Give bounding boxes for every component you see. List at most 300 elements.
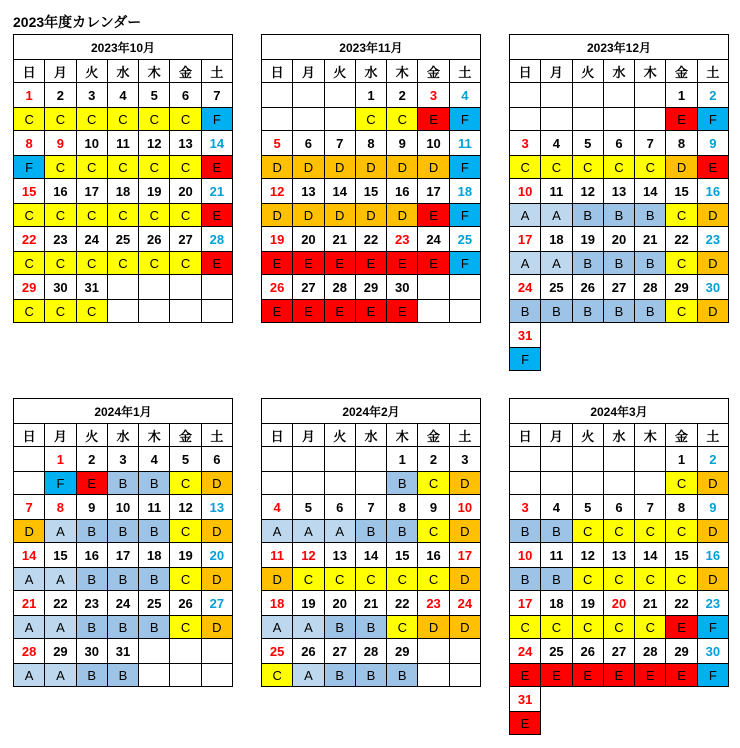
- day-number: 19: [262, 227, 293, 252]
- day-number: 28: [201, 227, 232, 252]
- shift-code: C: [107, 156, 138, 179]
- day-number: 25: [107, 227, 138, 252]
- day-number: 4: [139, 447, 170, 472]
- weekday-header: 日: [510, 60, 541, 83]
- day-row: [14, 543, 233, 568]
- code-row: [262, 204, 481, 227]
- day-number: [139, 275, 170, 300]
- shift-code: B: [603, 300, 634, 323]
- shift-code: [449, 300, 480, 323]
- shift-code: C: [139, 204, 170, 227]
- shift-code: C: [107, 252, 138, 275]
- shift-code: C: [45, 300, 76, 323]
- day-number: 25: [541, 275, 572, 300]
- day-number: 18: [262, 591, 293, 616]
- shift-code: C: [666, 300, 697, 323]
- month-title: 2024年2月: [262, 399, 481, 424]
- shift-code: C: [572, 156, 603, 179]
- weekday-header: 木: [635, 424, 666, 447]
- shift-code: [262, 472, 293, 495]
- shift-code: B: [541, 520, 572, 543]
- code-row: [14, 156, 233, 179]
- shift-code: D: [387, 204, 418, 227]
- day-number: 1: [666, 83, 697, 108]
- day-number: 22: [666, 227, 697, 252]
- day-number: 7: [324, 131, 355, 156]
- shift-code: E: [666, 616, 697, 639]
- month-title: 2024年1月: [14, 399, 233, 424]
- day-number: 16: [45, 179, 76, 204]
- shift-code: C: [635, 156, 666, 179]
- day-number: 21: [635, 591, 666, 616]
- code-row: [510, 156, 729, 179]
- day-number: 13: [324, 543, 355, 568]
- day-number: 7: [635, 495, 666, 520]
- shift-code: C: [139, 252, 170, 275]
- day-number: 23: [697, 591, 728, 616]
- code-row: [14, 252, 233, 275]
- day-number: 27: [293, 275, 324, 300]
- month-title-row: [262, 35, 481, 60]
- day-number: 23: [45, 227, 76, 252]
- code-row: [262, 156, 481, 179]
- day-number: 20: [293, 227, 324, 252]
- shift-code: D: [697, 300, 728, 323]
- shift-code: E: [387, 252, 418, 275]
- shift-code: B: [107, 616, 138, 639]
- day-number: [541, 447, 572, 472]
- shift-code: [201, 300, 232, 323]
- month-table: [13, 398, 233, 687]
- code-row: [262, 616, 481, 639]
- day-number: 21: [635, 227, 666, 252]
- shift-code: D: [697, 472, 728, 495]
- day-number: 28: [14, 639, 45, 664]
- day-number: [449, 639, 480, 664]
- shift-code: C: [14, 252, 45, 275]
- shift-code: D: [697, 568, 728, 591]
- code-row: [510, 108, 729, 131]
- shift-code: B: [355, 520, 386, 543]
- shift-code: F: [697, 616, 728, 639]
- weekday-row: [510, 424, 729, 447]
- day-number: 6: [201, 447, 232, 472]
- day-row: [14, 447, 233, 472]
- shift-code: A: [293, 616, 324, 639]
- shift-code: D: [449, 616, 480, 639]
- shift-code: [14, 472, 45, 495]
- day-number: [510, 447, 541, 472]
- shift-code: C: [76, 108, 107, 131]
- shift-code: B: [324, 616, 355, 639]
- day-number: 26: [293, 639, 324, 664]
- weekday-header: 木: [139, 424, 170, 447]
- day-number: 29: [666, 275, 697, 300]
- day-row: [14, 275, 233, 300]
- shift-code: E: [572, 664, 603, 687]
- weekday-row: [510, 60, 729, 83]
- shift-code: C: [387, 568, 418, 591]
- day-number: 17: [418, 179, 449, 204]
- day-number: [449, 275, 480, 300]
- shift-code: D: [449, 520, 480, 543]
- shift-code: A: [293, 664, 324, 687]
- weekday-header: 火: [76, 60, 107, 83]
- day-number: [355, 447, 386, 472]
- day-number: 23: [387, 227, 418, 252]
- shift-code: B: [510, 568, 541, 591]
- shift-code: B: [76, 520, 107, 543]
- day-number: 31: [107, 639, 138, 664]
- day-number: 7: [635, 131, 666, 156]
- shift-code: D: [262, 156, 293, 179]
- shift-code: C: [170, 568, 201, 591]
- code-row: [14, 300, 233, 323]
- shift-code: A: [510, 204, 541, 227]
- shift-code: D: [201, 520, 232, 543]
- day-number: 19: [293, 591, 324, 616]
- day-number: 10: [449, 495, 480, 520]
- shift-code: E: [293, 300, 324, 323]
- day-row: [262, 275, 481, 300]
- day-number: 12: [293, 543, 324, 568]
- weekday-header: 水: [107, 60, 138, 83]
- shift-code: C: [603, 156, 634, 179]
- shift-code: E: [418, 204, 449, 227]
- weekday-header: 月: [293, 60, 324, 83]
- weekday-header: 月: [45, 424, 76, 447]
- code-row: [510, 204, 729, 227]
- day-number: 24: [418, 227, 449, 252]
- shift-code: D: [355, 204, 386, 227]
- shift-code: D: [449, 568, 480, 591]
- day-number: 28: [324, 275, 355, 300]
- day-number: 8: [14, 131, 45, 156]
- shift-code: B: [541, 568, 572, 591]
- day-number: 21: [14, 591, 45, 616]
- weekday-header: 火: [324, 424, 355, 447]
- shift-code: C: [666, 472, 697, 495]
- day-number: 21: [355, 591, 386, 616]
- shift-code: F: [14, 156, 45, 179]
- day-number: 11: [107, 131, 138, 156]
- day-number: 29: [355, 275, 386, 300]
- day-number: 15: [14, 179, 45, 204]
- day-row: [510, 687, 729, 712]
- shift-code: [324, 108, 355, 131]
- month-title-row: [510, 399, 729, 424]
- shift-code: C: [45, 204, 76, 227]
- day-number: 6: [603, 131, 634, 156]
- shift-code: C: [139, 156, 170, 179]
- shift-code: F: [449, 204, 480, 227]
- day-number: 7: [14, 495, 45, 520]
- shift-code: B: [387, 664, 418, 687]
- code-row: [510, 520, 729, 543]
- weekday-header: 金: [170, 60, 201, 83]
- day-number: 22: [45, 591, 76, 616]
- shift-code: D: [418, 616, 449, 639]
- shift-code: E: [201, 204, 232, 227]
- day-number: 4: [449, 83, 480, 108]
- day-number: 24: [76, 227, 107, 252]
- day-number: 26: [139, 227, 170, 252]
- shift-code: [324, 472, 355, 495]
- day-number: [418, 275, 449, 300]
- blank-space: [541, 687, 729, 712]
- shift-code: [510, 472, 541, 495]
- shift-code: C: [510, 156, 541, 179]
- shift-code: [418, 300, 449, 323]
- day-number: 3: [418, 83, 449, 108]
- month-calendar: [261, 34, 481, 323]
- code-row: [14, 108, 233, 131]
- month-calendar: [509, 398, 729, 735]
- month-table: [261, 34, 481, 323]
- shift-code: C: [262, 664, 293, 687]
- shift-code: F: [510, 348, 541, 371]
- weekday-header: 水: [107, 424, 138, 447]
- shift-code: C: [170, 252, 201, 275]
- day-number: 2: [697, 447, 728, 472]
- shift-code: [541, 108, 572, 131]
- shift-code: C: [387, 108, 418, 131]
- day-number: 21: [324, 227, 355, 252]
- shift-code: F: [697, 664, 728, 687]
- shift-code: B: [387, 520, 418, 543]
- month-title: 2023年11月: [262, 35, 481, 60]
- day-number: 16: [76, 543, 107, 568]
- weekday-header: 木: [635, 60, 666, 83]
- shift-code: D: [324, 156, 355, 179]
- weekday-header: 水: [603, 60, 634, 83]
- day-number: 3: [76, 83, 107, 108]
- month-calendar: [13, 398, 233, 687]
- day-row: [262, 591, 481, 616]
- weekday-header: 火: [572, 424, 603, 447]
- weekday-row: [14, 60, 233, 83]
- day-row: [14, 591, 233, 616]
- code-row: [510, 472, 729, 495]
- blank-space: [541, 323, 729, 348]
- day-number: 26: [262, 275, 293, 300]
- shift-code: D: [14, 520, 45, 543]
- day-number: 8: [45, 495, 76, 520]
- weekday-header: 月: [293, 424, 324, 447]
- shift-code: C: [666, 252, 697, 275]
- day-row: [510, 179, 729, 204]
- shift-code: E: [262, 300, 293, 323]
- day-number: 5: [170, 447, 201, 472]
- shift-code: C: [635, 568, 666, 591]
- weekday-header: 土: [449, 424, 480, 447]
- day-number: [603, 83, 634, 108]
- shift-code: B: [107, 664, 138, 687]
- shift-code: E: [666, 664, 697, 687]
- day-number: 9: [387, 131, 418, 156]
- day-row: [510, 591, 729, 616]
- day-number: 30: [45, 275, 76, 300]
- shift-code: E: [324, 300, 355, 323]
- weekday-header: 日: [262, 424, 293, 447]
- shift-code: C: [510, 616, 541, 639]
- code-row: [14, 616, 233, 639]
- day-number: 1: [14, 83, 45, 108]
- day-number: 17: [449, 543, 480, 568]
- day-number: 4: [541, 495, 572, 520]
- shift-code: [262, 108, 293, 131]
- day-number: 14: [324, 179, 355, 204]
- weekday-header: 金: [666, 424, 697, 447]
- day-number: [324, 83, 355, 108]
- shift-code: C: [170, 108, 201, 131]
- shift-code: D: [201, 568, 232, 591]
- month-calendar: [261, 398, 481, 687]
- day-number: 9: [697, 131, 728, 156]
- day-number: 15: [387, 543, 418, 568]
- day-number: [635, 83, 666, 108]
- shift-code: B: [510, 300, 541, 323]
- shift-code: E: [418, 108, 449, 131]
- shift-code: C: [603, 616, 634, 639]
- day-number: 29: [45, 639, 76, 664]
- day-number: 15: [666, 179, 697, 204]
- shift-code: C: [76, 252, 107, 275]
- day-number: 28: [635, 639, 666, 664]
- shift-code: [107, 300, 138, 323]
- shift-code: C: [572, 520, 603, 543]
- day-number: 10: [107, 495, 138, 520]
- day-row: [262, 227, 481, 252]
- code-row: [14, 472, 233, 495]
- day-number: 4: [541, 131, 572, 156]
- shift-code: B: [510, 520, 541, 543]
- shift-code: C: [293, 568, 324, 591]
- day-number: 25: [541, 639, 572, 664]
- day-number: [262, 83, 293, 108]
- weekday-header: 木: [139, 60, 170, 83]
- shift-code: B: [603, 204, 634, 227]
- weekday-header: 月: [45, 60, 76, 83]
- day-number: 12: [170, 495, 201, 520]
- shift-code: C: [14, 204, 45, 227]
- shift-code: A: [262, 616, 293, 639]
- day-number: [170, 639, 201, 664]
- month-title-row: [14, 35, 233, 60]
- day-number: 30: [697, 275, 728, 300]
- day-number: 3: [449, 447, 480, 472]
- day-row: [262, 83, 481, 108]
- day-number: [324, 447, 355, 472]
- day-number: 6: [293, 131, 324, 156]
- weekday-header: 土: [449, 60, 480, 83]
- day-number: 24: [510, 639, 541, 664]
- day-number: [510, 83, 541, 108]
- day-number: 10: [510, 543, 541, 568]
- shift-code: [170, 664, 201, 687]
- code-row: [510, 664, 729, 687]
- shift-code: [139, 664, 170, 687]
- shift-code: C: [170, 204, 201, 227]
- day-number: 5: [139, 83, 170, 108]
- day-number: 13: [603, 179, 634, 204]
- day-row: [510, 495, 729, 520]
- shift-code: [572, 472, 603, 495]
- day-number: 17: [76, 179, 107, 204]
- shift-code: E: [293, 252, 324, 275]
- day-number: 11: [541, 543, 572, 568]
- shift-code: A: [324, 520, 355, 543]
- shift-code: C: [76, 204, 107, 227]
- weekday-header: 土: [697, 424, 728, 447]
- day-row: [14, 227, 233, 252]
- day-number: [603, 447, 634, 472]
- shift-code: B: [76, 568, 107, 591]
- shift-code: E: [697, 156, 728, 179]
- day-number: 19: [572, 227, 603, 252]
- shift-code: C: [139, 108, 170, 131]
- shift-code: C: [355, 108, 386, 131]
- day-number: 17: [107, 543, 138, 568]
- shift-code: A: [510, 252, 541, 275]
- day-number: 17: [510, 591, 541, 616]
- day-row: [262, 447, 481, 472]
- day-number: 16: [697, 179, 728, 204]
- shift-code: B: [355, 664, 386, 687]
- shift-code: E: [510, 664, 541, 687]
- day-number: 20: [201, 543, 232, 568]
- weekday-header: 日: [510, 424, 541, 447]
- shift-code: D: [449, 472, 480, 495]
- day-number: 15: [45, 543, 76, 568]
- day-number: 2: [387, 83, 418, 108]
- shift-code: E: [262, 252, 293, 275]
- day-number: 27: [201, 591, 232, 616]
- shift-code: E: [510, 712, 541, 735]
- shift-code: E: [201, 252, 232, 275]
- day-number: 27: [324, 639, 355, 664]
- weekday-header: 金: [666, 60, 697, 83]
- day-number: 9: [45, 131, 76, 156]
- shift-code: [293, 472, 324, 495]
- weekday-header: 月: [541, 60, 572, 83]
- shift-code: C: [170, 520, 201, 543]
- month-table: [261, 398, 481, 687]
- shift-code: D: [666, 156, 697, 179]
- day-number: 11: [541, 179, 572, 204]
- shift-code: E: [76, 472, 107, 495]
- shift-code: C: [170, 156, 201, 179]
- shift-code: C: [418, 568, 449, 591]
- day-number: 20: [603, 591, 634, 616]
- shift-code: C: [603, 568, 634, 591]
- code-row: [14, 520, 233, 543]
- shift-code: D: [697, 252, 728, 275]
- shift-code: D: [293, 156, 324, 179]
- day-number: [572, 447, 603, 472]
- day-number: 24: [107, 591, 138, 616]
- month-title: 2023年10月: [14, 35, 233, 60]
- day-number: 31: [510, 687, 541, 712]
- shift-code: C: [107, 204, 138, 227]
- day-number: 26: [572, 275, 603, 300]
- weekday-header: 日: [14, 60, 45, 83]
- day-row: [14, 639, 233, 664]
- shift-code: [603, 108, 634, 131]
- day-number: 15: [355, 179, 386, 204]
- day-row: [14, 131, 233, 156]
- day-number: 5: [293, 495, 324, 520]
